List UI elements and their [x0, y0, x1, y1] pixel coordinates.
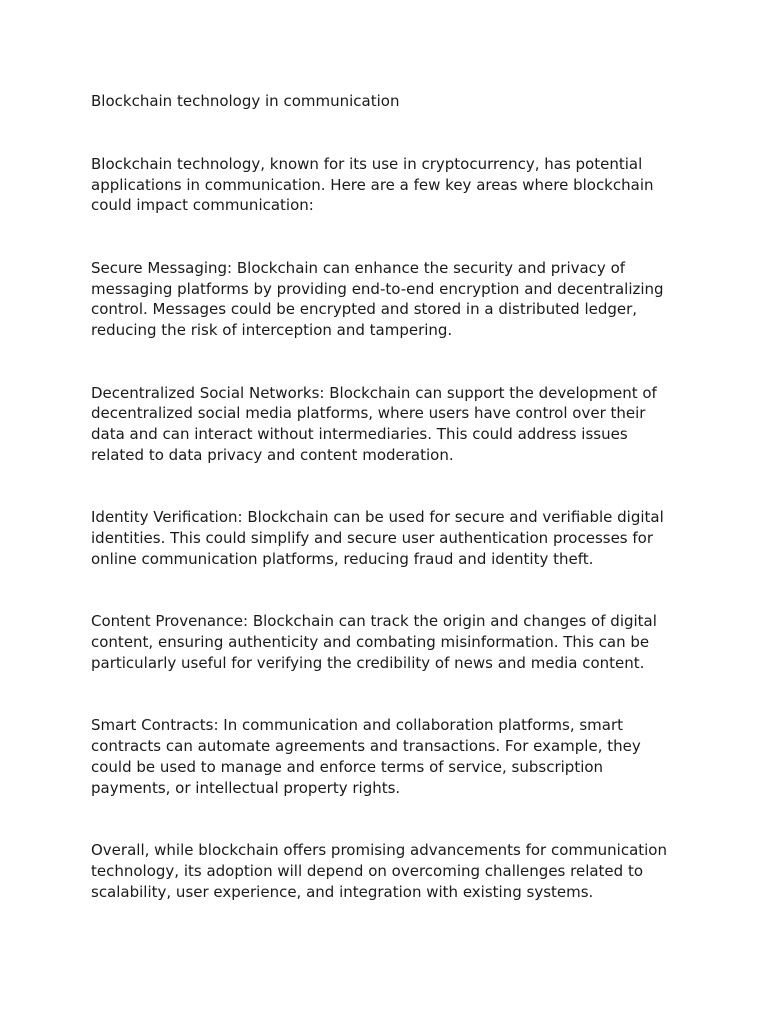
paragraph-conclusion: Overall, while blockchain offers promising advancements for communication technology, its adoption will depend on overcoming challenges related to scalability, user experience, and integration with existing systems.: [91, 841, 667, 901]
document-body: [91, 91, 681, 902]
document-title: Blockchain technology in communication: [91, 92, 400, 110]
paragraph-decentralized-social-networks: Decentralized Social Networks: Blockchain can support the development of decentralized social media platforms, where users have control over their data and can interact without intermediaries. This could address issues related to data privacy and content moderation.: [91, 383, 657, 464]
paragraph-content-provenance: Content Provenance: Blockchain can track the origin and changes of digital content, ensuring authenticity and combating misinformation. This can be particularly useful for verifying the credibility of news and media content.: [91, 612, 657, 672]
paragraph-secure-messaging: Secure Messaging: Blockchain can enhance the security and privacy of messaging platforms by providing end-to-end encryption and decentralizing control. Messages could be encrypted and stored in a distributed ledger, reducing the risk of interception and tampering.: [91, 258, 664, 340]
paragraph-smart-contracts: Smart Contracts: In communication and collaboration platforms, smart contracts can automate agreements and transactions. For example, they could be used to manage and enforce terms of service, subscription payments, or intellectual property rights.: [91, 716, 641, 797]
paragraph-intro: Blockchain technology, known for its use in cryptocurrency, has potential applications in communication. Here are a few key areas where blockchain could impact communication:: [91, 154, 654, 215]
paragraph-identity-verification: Identity Verification: Blockchain can be used for secure and verifiable digital identities. This could simplify and secure user authentication processes for online communication platforms, reducing fraud and identity theft.: [91, 508, 664, 568]
